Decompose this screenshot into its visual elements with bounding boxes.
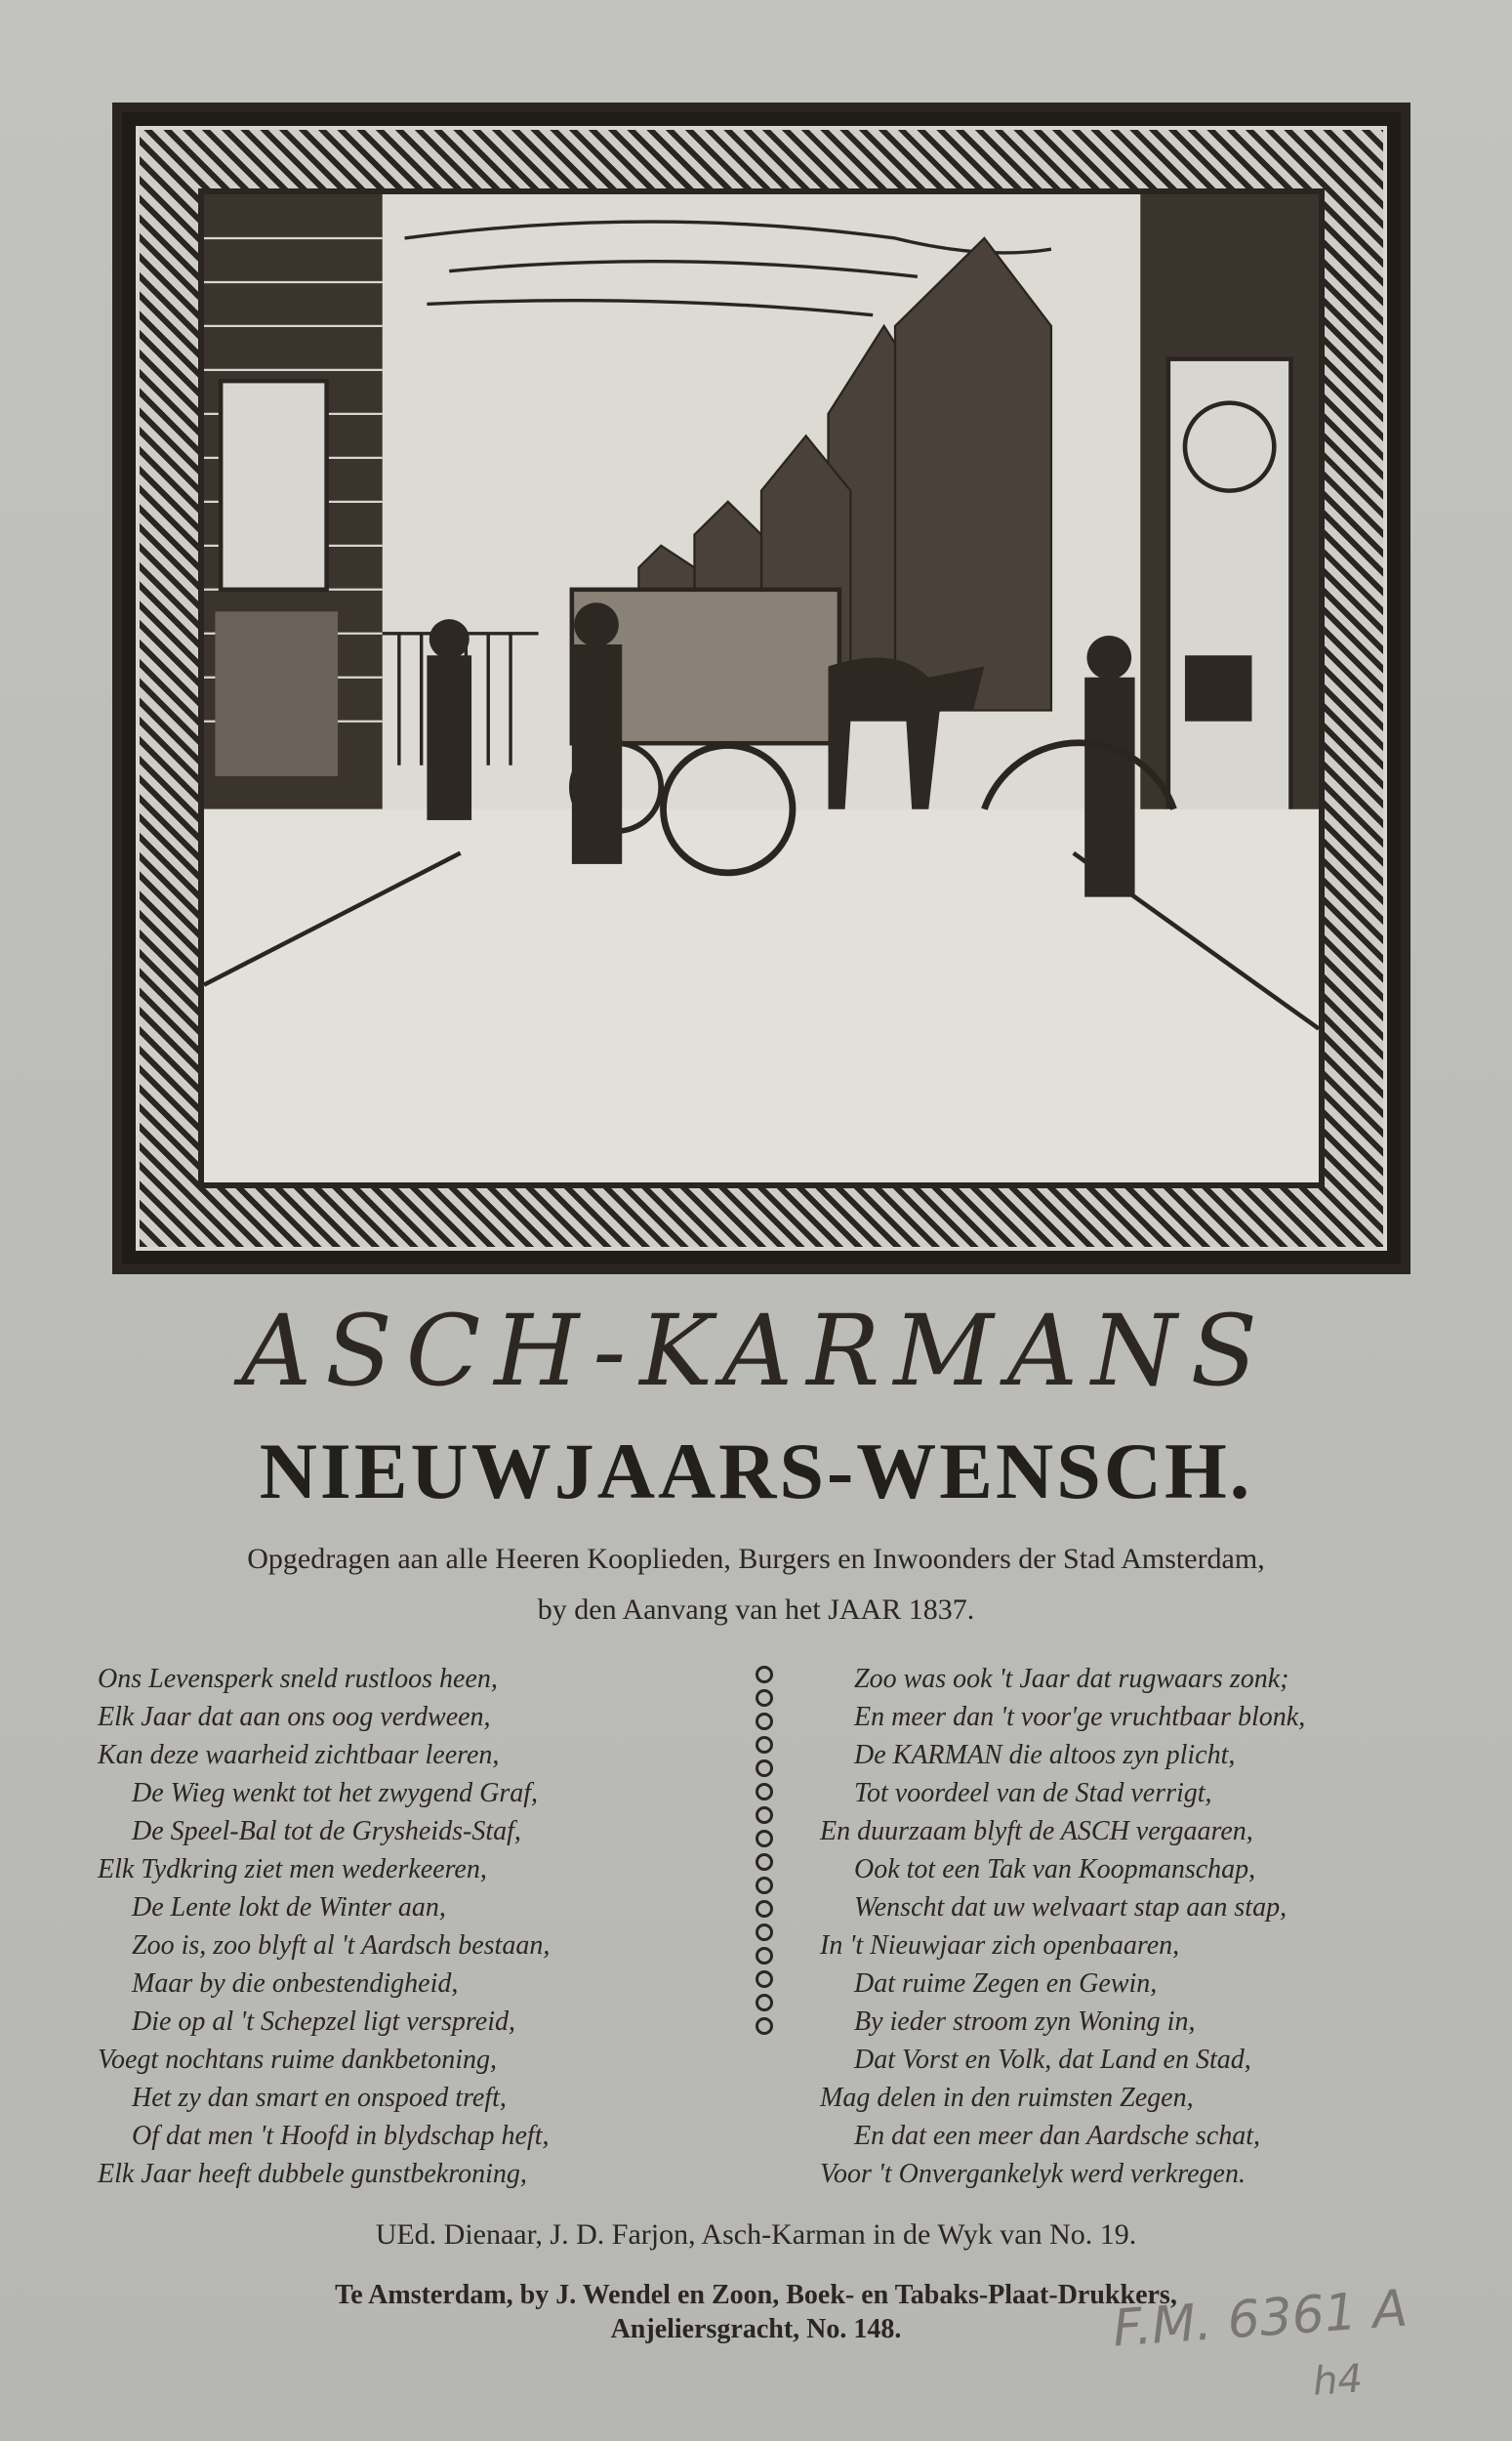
poem-line: Tot voordeel van de Stad verrigt, — [854, 1778, 1212, 1808]
poem-line: En duurzaam blyft de ASCH vergaaren, — [820, 1816, 1253, 1846]
signature-line: UEd. Dienaar, J. D. Farjon, Asch-Karman in de Wyk van No. 19. — [375, 2218, 1137, 2251]
pencil-annotation: F.M. 6361 A — [1111, 2279, 1410, 2359]
poem-line: Elk Tydkring ziet men wederkeeren, — [98, 1854, 487, 1884]
flower-ornament-icon — [756, 1924, 773, 1941]
flower-ornament-icon — [756, 1783, 773, 1800]
flower-ornament-icon — [756, 1970, 773, 1988]
poem-line: Die op al 't Schepzel ligt verspreid, — [132, 2007, 515, 2037]
flower-ornament-icon — [756, 1853, 773, 1871]
poem-line: Zoo is, zoo blyft al 't Aardsch bestaan, — [132, 1930, 551, 1961]
flower-ornament-icon — [756, 1900, 773, 1918]
poem-line: Dat ruime Zegen en Gewin, — [854, 1968, 1158, 1999]
poem-line: Of dat men 't Hoofd in blydschap heft, — [132, 2121, 550, 2151]
poem-line: Ons Levensperk sneld rustloos heen, — [98, 1664, 498, 1694]
title-line-1: ASCH-KARMANS — [240, 1294, 1271, 1408]
dedication-subtitle: Opgedragen aan alle Heeren Kooplieden, Burgers en Inwoonders der Stad Amsterdam, — [247, 1543, 1265, 1575]
poem-line: Dat Vorst en Volk, dat Land en Stad, — [854, 2045, 1251, 2075]
poem-line: Elk Jaar heeft dubbele gunstbekroning, — [98, 2159, 527, 2189]
printer-line-1: Te Amsterdam, by J. Wendel en Zoon, Boek- en Tabaks-Plaat-Drukkers, — [335, 2280, 1177, 2310]
flower-ornament-icon — [756, 1806, 773, 1824]
poem-line: Zoo was ook 't Jaar dat rugwaars zonk; — [854, 1664, 1289, 1694]
year-line: by den Aanvang van het JAAR 1837. — [537, 1593, 975, 1626]
flower-ornament-icon — [756, 1994, 773, 2011]
title-line-2: NIEUWJAARS-WENSCH. — [259, 1427, 1253, 1515]
flower-ornament-icon — [756, 2017, 773, 2035]
poem-line: Voor 't Onvergankelyk werd verkregen. — [820, 2159, 1246, 2189]
ornamental-border — [136, 126, 1387, 1251]
pencil-annotation-2: h4 — [1311, 2356, 1365, 2405]
flower-ornament-icon — [756, 1759, 773, 1777]
woodcut-street-scene-icon — [204, 194, 1319, 1182]
poem-line: De KARMAN die altoos zyn plicht, — [854, 1740, 1236, 1770]
poem-line: Voegt nochtans ruime dankbetoning, — [98, 2045, 498, 2075]
poem-line: Het zy dan smart en onspoed treft, — [132, 2083, 507, 2113]
flower-ornament-icon — [756, 1877, 773, 1894]
poem-line: Wenscht dat uw welvaart stap aan stap, — [854, 1892, 1287, 1923]
poem-line: Kan deze waarheid zichtbaar leeren, — [98, 1740, 500, 1770]
poem-line: In 't Nieuwjaar zich openbaaren, — [820, 1930, 1180, 1961]
flower-ornament-icon — [756, 1830, 773, 1847]
flower-ornament-icon — [756, 1736, 773, 1754]
printer-line-2: Anjeliersgracht, No. 148. — [610, 2314, 902, 2344]
ornamental-divider — [750, 1660, 779, 2187]
flower-ornament-icon — [756, 1666, 773, 1683]
poem-line: De Speel-Bal tot de Grysheids-Staf, — [132, 1816, 521, 1846]
poem-line: Elk Jaar dat aan ons oog verdween, — [98, 1702, 491, 1732]
flower-ornament-icon — [756, 1947, 773, 1965]
flower-ornament-icon — [756, 1689, 773, 1707]
poem-line: Maar by die onbestendigheid, — [132, 1968, 459, 1999]
poem-line: De Lente lokt de Winter aan, — [132, 1892, 446, 1923]
poem-line: De Wieg wenkt tot het zwygend Graf, — [132, 1778, 539, 1808]
poem-line: By ieder stroom zyn Woning in, — [854, 2007, 1196, 2037]
flower-ornament-icon — [756, 1713, 773, 1730]
poem-line: Mag delen in den ruimsten Zegen, — [820, 2083, 1194, 2113]
poem-line: En dat een meer dan Aardsche schat, — [854, 2121, 1261, 2151]
poem-left-column — [98, 1660, 644, 2193]
woodcut-frame — [112, 103, 1410, 1274]
poem-line: Ook tot een Tak van Koopmanschap, — [854, 1854, 1256, 1884]
poem-line: En meer dan 't voor'ge vruchtbaar blonk, — [854, 1702, 1306, 1732]
poem-right-column — [820, 1660, 1367, 2193]
street-scene-illustration — [198, 188, 1325, 1188]
